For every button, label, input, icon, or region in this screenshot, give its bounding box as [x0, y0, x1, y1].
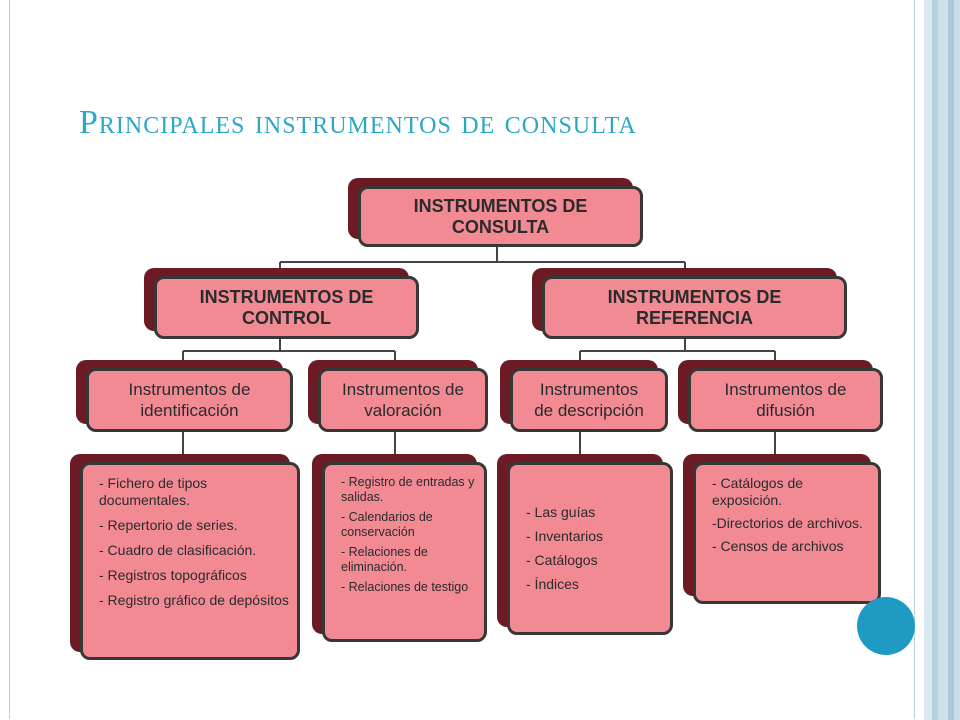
node-label-line1: INSTRUMENTOS DE: [413, 195, 588, 216]
list-item: - Fichero de tipos documentales.: [99, 475, 208, 508]
decorative-side-band: [924, 0, 960, 720]
node-instrumentos-de-descripcion: [510, 368, 668, 432]
list-difusion: [693, 462, 881, 604]
list-item: - Repertorio de series.: [99, 517, 238, 533]
list-item: - Índices: [526, 575, 579, 592]
list-item: - Cuadro de clasificación.: [99, 542, 257, 558]
list-item: - Relaciones de eliminación.: [341, 545, 428, 574]
node-instrumentos-de-consulta: [358, 186, 643, 247]
list-item: - Registro gráfico de depósitos: [99, 592, 289, 608]
node-label-line2: CONSULTA: [451, 216, 550, 237]
list-item: - Registro de entradas y salidas.: [341, 475, 475, 504]
node-label-line1: INSTRUMENTOS DE: [607, 286, 782, 307]
list-descripcion: [507, 462, 673, 635]
list-item: - Las guías: [526, 503, 596, 520]
decorative-circle: [857, 597, 915, 655]
list-item: - Relaciones de testigo: [341, 580, 469, 594]
list-item: - Registros topográficos: [99, 567, 247, 583]
list-item: - Calendarios de conservación: [341, 510, 433, 539]
node-label-line2: difusión: [756, 401, 815, 420]
node-label-line2: CONTROL: [242, 307, 331, 328]
node-label-line2: REFERENCIA: [635, 307, 753, 328]
node-label-line2: valoración: [364, 401, 442, 420]
node-label-line1: Instrumentos de: [128, 380, 251, 399]
list-item: - Catálogos: [526, 551, 598, 568]
node-label-line1: INSTRUMENTOS DE: [199, 286, 374, 307]
node-label-line1: Instrumentos: [539, 380, 639, 399]
node-instrumentos-de-difusion: [688, 368, 883, 432]
node-instrumentos-de-control: [154, 276, 419, 339]
list-item: -Directorios de archivos.: [712, 515, 863, 531]
slide-title: Principales instrumentos de consulta: [79, 104, 637, 141]
node-label-line1: Instrumentos de: [724, 380, 847, 399]
node-instrumentos-de-valoracion: [318, 368, 488, 432]
node-label-line2: identificación: [140, 401, 239, 420]
node-label-line2: de descripción: [534, 401, 644, 420]
list-valoracion: [322, 462, 487, 642]
node-instrumentos-de-identificacion: [86, 368, 293, 432]
list-item: - Censos de archivos: [712, 538, 844, 554]
node-label-line1: Instrumentos de: [342, 380, 464, 399]
list-identificacion: [80, 462, 300, 660]
list-item: - Catálogos de exposición.: [712, 475, 804, 508]
node-instrumentos-de-referencia: [542, 276, 847, 339]
list-item: - Inventarios: [526, 527, 604, 544]
